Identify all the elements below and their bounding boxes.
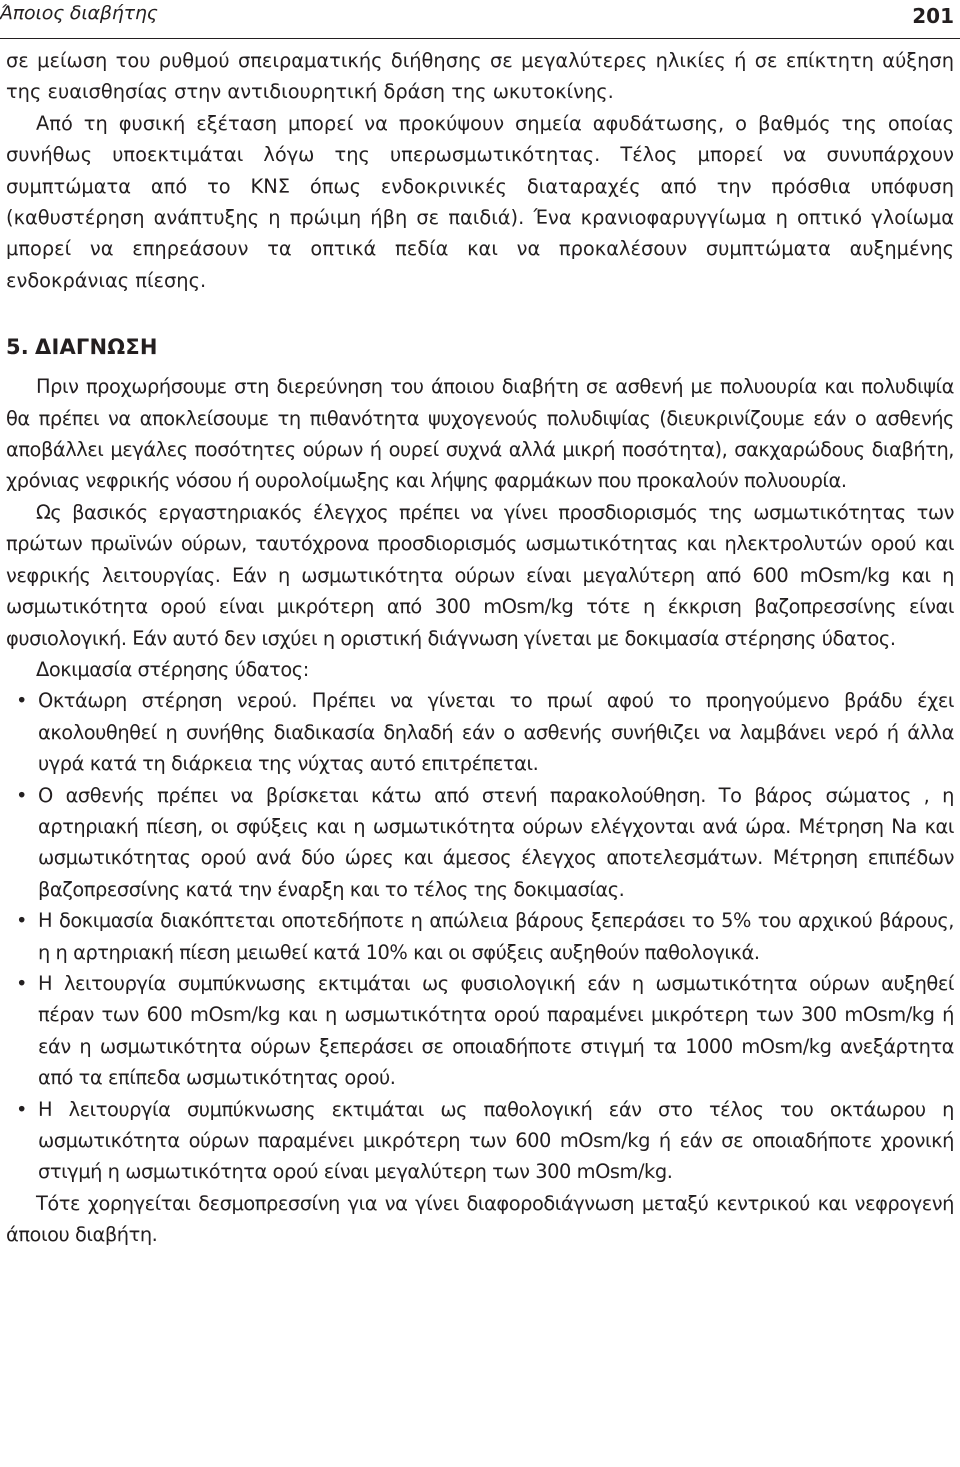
- list-item-text: Οκτάωρη στέρηση νερού. Πρέπει να γίνεται το πρωί αφού το προηγούμενο βράδυ έχει ακολουθηθεί η συνήθης διαδικασία δηλαδή εάν ο ασθενής συνήθιζει να λαμβάνει νερό ή άλλα υγρά κατά τη διάρκεια της νύχτας αυτό επιτρέπεται.: [38, 689, 954, 776]
- diagnosis-paragraph: Πριν προχωρήσουμε στη διερεύνηση του άποιου διαβήτη σε ασθενή με πολυουρία και πολυδιψία θα πρέπει να αποκλείσουμε τη πιθανότητα ψυχογενούς πολυδιψίας (διευκρινίζουμε εάν ο ασθενής αποβάλλει μεγάλες ποσότητες ούρων ή ουρεί συχνά αλλά μικρή ποσότητα), σακχαρώδους διαβήτη, χρόνιας νεφρικής νόσου ή ουρολοίμωξης και λήψης φαρμάκων που προκαλούν πολυουρία.: [6, 375, 954, 493]
- section-heading: [6, 332, 954, 363]
- exam-paragraph: Από τη φυσική εξέταση μπορεί να προκύψουν σημεία αφυδάτωσης, ο βαθμός της οποίας συνήθως υποεκτιμάται λόγω της υπερωσμωτικότητας. Τέλος μπορεί να συνυπάρχουν συμπτώματα από το ΚΝΣ όπως ενδοκρινικές διαταραχές από την πρόσθια υπόφυση (καθυστέρηση ανάπτυξης η πρώιμη ήβη σε παιδιά). Ένα κρανιοφαρυγγίωμα η οπτικό γλοίωμα μπορεί να επηρεάσουν τα οπτικά πεδία και να προκαλέσουν συμπτώματα αυξημένης ενδοκράνιας πίεσης.: [6, 111, 954, 292]
- test-steps-list: [6, 685, 954, 1188]
- closing-paragraph: Τότε χορηγείται δεσμοπρεσσίνη για να γίνει διαφοροδιάγνωση μεταξύ κεντρικού και νεφρογενή άποιου διαβήτη.: [6, 1191, 954, 1247]
- bullet-icon: •: [16, 689, 27, 713]
- page-body: [6, 45, 954, 1251]
- diagnosis-paragraph: Ως βασικός εργαστηριακός έλεγχος πρέπει να γίνει προσδιορισμός της ωσμωτικότητας των πρώτων πρωϊνών ούρων, ταυτόχρονα προσδιορισμός ωσμωτικότητας και ηλεκτρολυτών ορού και νεφρικής λειτουργίας. Εάν η ωσμωτικότητα ούρων είναι μεγαλύτερη από 600 mOsm/kg και η ωσμωτικότητα ορού είναι μικρότερη από 300 mOsm/kg τότε η έκκριση βαζοπρεσσίνης είναι φυσιολογική. Εάν αυτό δεν ισχύει η οριστική διάγνωση γίνεται με δοκιμασία στέρησης ύδατος.: [6, 500, 954, 650]
- list-item-text: Η λειτουργία συμπύκνωσης εκτιμάται ως φυσιολογική εάν η ωσμωτικότητα ούρων αυξηθεί πέραν των 600 mOsm/kg και η ωσμωτικότητα ορού παραμένει μικρότερη των 300 mOsm/kg ή εάν η ωσμωτικότητα ούρων ξεπεράσει σε οποιαδήποτε στιγμή τα 1000 mOsm/kg ανεξάρτητα από τα επίπεδα ωσμωτικότητας ορού.: [38, 971, 954, 1090]
- test-label: Δοκιμασία στέρησης ύδατος:: [36, 657, 309, 681]
- list-item-text: Η λειτουργία συμπύκνωσης εκτιμάται ως παθολογική εάν στο τέλος του οκτάωρου η ωσμωτικότητα ούρων παραμένει μικρότερη των 600 mOsm/kg ή εάν σε οποιαδήποτε χρονική στιγμή η ωσμωτικότητα ορού είναι μεγαλύτερη των 300 mOsm/kg.: [38, 1097, 954, 1184]
- bullet-icon: •: [16, 783, 27, 807]
- list-item-text: Η δοκιμασία διακόπτεται οποτεδήποτε η απώλεια βάρους ξεπεράσει το 5% του αρχικού βάρους, η η αρτηριακή πίεση μειωθεί κατά 10% και οι σφύξεις αυξηθούν παθολογικά.: [38, 909, 954, 964]
- page-number: 201: [912, 4, 954, 28]
- list-item-text: Ο ασθενής πρέπει να βρίσκεται κάτω από στενή παρακολούθηση. Το βάρος σώματος , η αρτηριακή πίεση, οι σφύξεις και η ωσμωτικότητα ούρων ελέγχονται ανά ώρα. Μέτρηση Na και ωσμωτικότητας ορού ανά δύο ώρες και άμεσος έλεγχος αποτελεσμάτων. Μέτρηση επιπέδων βαζοπρεσσίνης κατά την έναρξη και το τέλος της δοκιμασίας.: [38, 783, 954, 901]
- intro-paragraph: σε μείωση του ρυθμού σπειραματικής διήθησης σε μεγαλύτερες ηλικίες ή σε επίκτητη αύξηση της ευαισθησίας στην αντιδιουρητική δράση της ωκυτοκίνης.: [6, 49, 954, 104]
- section-title: ΔΙΑΓΝΩΣΗ: [35, 335, 158, 360]
- list-item: [6, 905, 954, 968]
- running-header: [0, 0, 960, 39]
- bullet-icon: •: [16, 1097, 27, 1121]
- list-item: [6, 1094, 954, 1188]
- bullet-icon: •: [16, 971, 27, 995]
- section-number: 5.: [6, 335, 29, 360]
- list-item: [6, 968, 954, 1094]
- bullet-icon: •: [16, 909, 27, 933]
- list-item: [6, 685, 954, 779]
- list-item: [6, 780, 954, 906]
- running-title: Άποιος διαβήτης: [0, 2, 158, 24]
